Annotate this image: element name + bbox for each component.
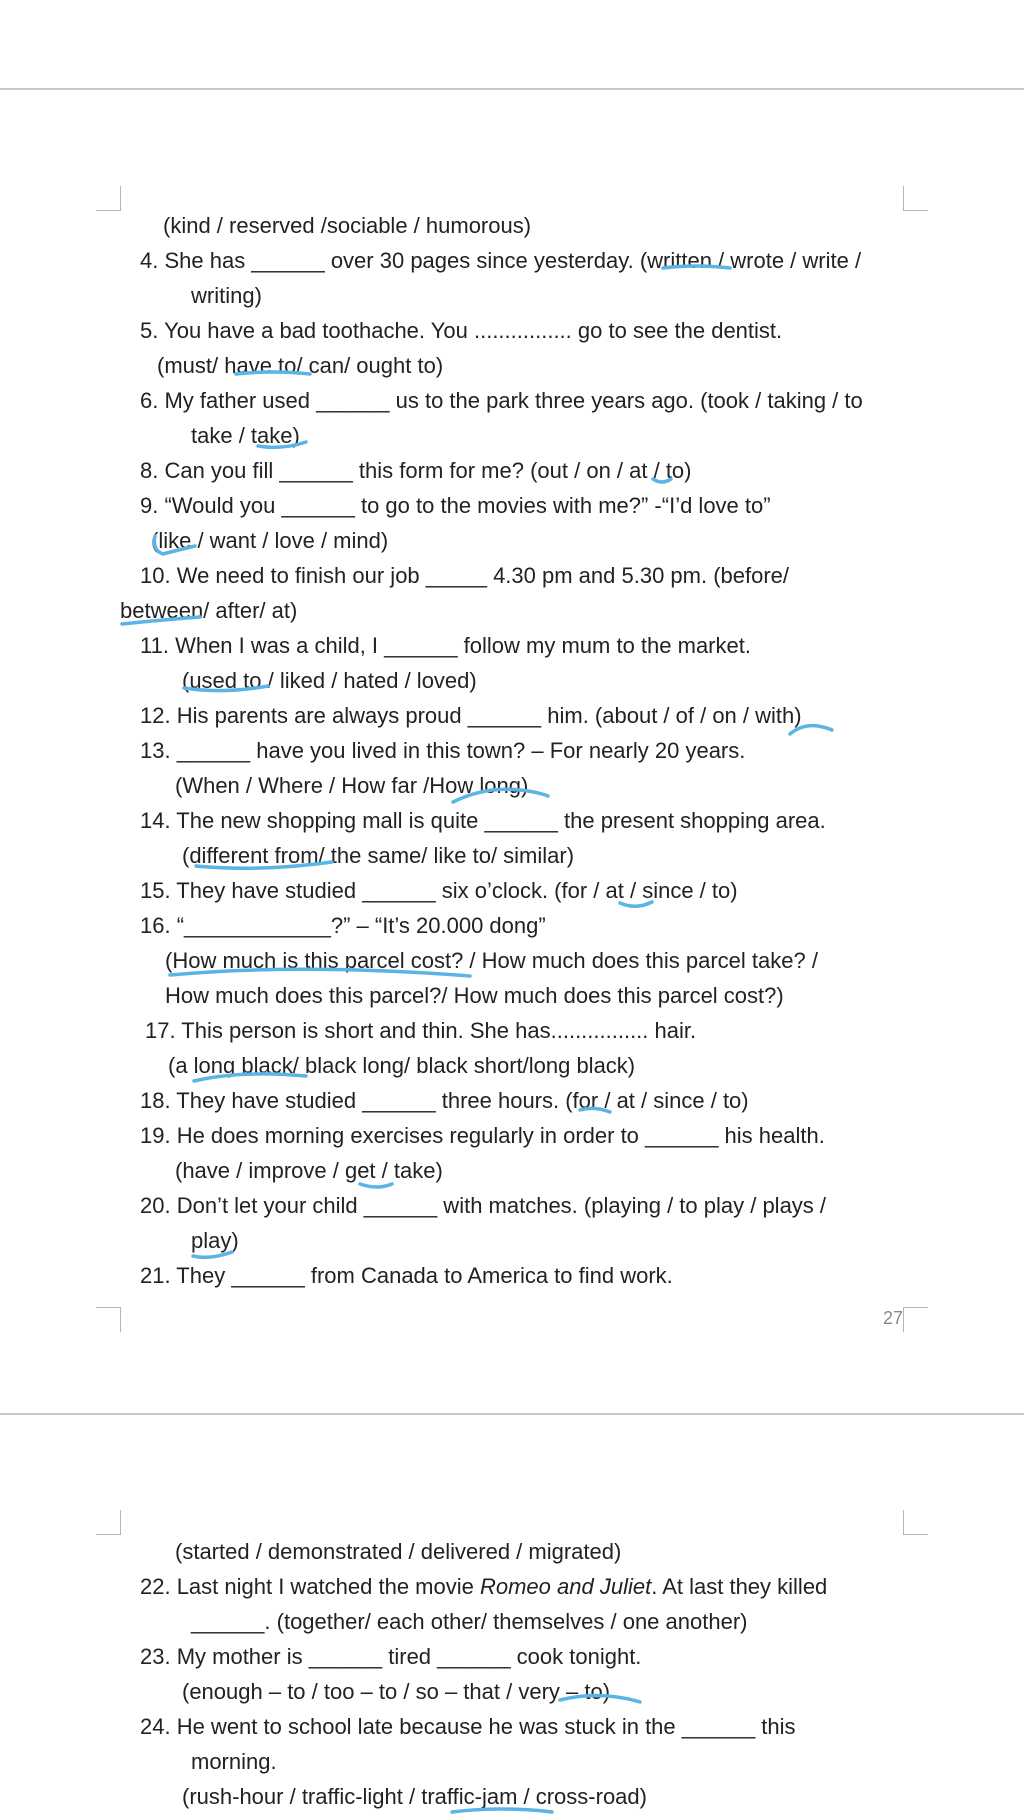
question-20: 20. Don’t let your child ______ with matches. (playing / to play / plays /	[140, 1193, 827, 1218]
text-line: (enough – to / too – to / so – that / very – to)	[182, 1679, 611, 1704]
text-line: writing)	[191, 283, 262, 308]
text-line: take / take)	[191, 423, 300, 448]
text-line: ______. (together/ each other/ themselves / one another)	[191, 1609, 748, 1634]
text-line: (used to / liked / hated / loved)	[182, 668, 477, 693]
text-line: (started / demonstrated / delivered / migrated)	[175, 1539, 622, 1564]
text-line: (like / want / love / mind)	[151, 528, 389, 553]
question-15: 15. They have studied ______ six o’clock. (for / at / since / to)	[140, 878, 738, 903]
page-corner-mark	[96, 186, 121, 211]
text-line: (When / Where / How far /How long)	[175, 773, 529, 798]
text-line: morning.	[191, 1749, 277, 1774]
question-12: 12. His parents are always proud ______ him. (about / of / on / with)	[140, 703, 802, 728]
question-10: 10. We need to finish our job _____ 4.30 pm and 5.30 pm. (before/	[140, 563, 790, 588]
text-line: (How much is this parcel cost? / How much does this parcel take? /	[165, 948, 818, 973]
page-corner-mark	[903, 186, 928, 211]
question-17: 17. This person is short and thin. She has................ hair.	[145, 1018, 697, 1043]
question-8: 8. Can you fill ______ this form for me? (out / on / at / to)	[140, 458, 692, 483]
text-line: (kind / reserved /sociable / humorous)	[163, 213, 532, 238]
text-line: (have / improve / get / take)	[175, 1158, 443, 1183]
question-18: 18. They have studied ______ three hours. (for / at / since / to)	[140, 1088, 749, 1113]
page-corner-mark	[96, 1307, 121, 1332]
question-13: 13. ______ have you lived in this town? – For nearly 20 years.	[140, 738, 746, 763]
question-23: 23. My mother is ______ tired ______ cook tonight.	[140, 1644, 642, 1669]
question-11: 11. When I was a child, I ______ follow my mum to the market.	[140, 633, 751, 658]
text-line: between/ after/ at)	[120, 598, 298, 623]
text-line: (a long black/ black long/ black short/long black)	[168, 1053, 636, 1078]
question-19: 19. He does morning exercises regularly in order to ______ his health.	[140, 1123, 825, 1148]
text-span: 22. Last night I watched the movie	[140, 1574, 480, 1599]
text-span: . At last they killed	[651, 1574, 828, 1599]
page-corner-mark	[96, 1510, 121, 1535]
question-4: 4. She has ______ over 30 pages since yesterday. (written / wrote / write /	[140, 248, 862, 273]
question-22	[140, 1572, 827, 1602]
text-line: (different from/ the same/ like to/ similar)	[182, 843, 575, 868]
text-line: (must/ have to/ can/ ought to)	[157, 353, 444, 378]
question-16: 16. “____________?” – “It’s 20.000 dong”	[140, 913, 546, 938]
page-number: 27	[883, 1308, 904, 1328]
question-9: 9. “Would you ______ to go to the movies with me?” -“I’d love to”	[140, 493, 771, 518]
text-line: (rush-hour / traffic-light / traffic-jam / cross-road)	[182, 1784, 647, 1809]
question-24: 24. He went to school late because he was stuck in the ______ this	[140, 1714, 796, 1739]
question-5: 5. You have a bad toothache. You ................ go to see the dentist.	[140, 318, 783, 343]
question-6: 6. My father used ______ us to the park three years ago. (took / taking / to	[140, 388, 863, 413]
text-line: How much does this parcel?/ How much does this parcel cost?)	[165, 983, 784, 1008]
movie-title: Romeo and Juliet	[479, 1574, 652, 1599]
page-corner-mark	[903, 1307, 928, 1332]
question-14: 14. The new shopping mall is quite ______ the present shopping area.	[140, 808, 826, 833]
page-corner-mark	[903, 1510, 928, 1535]
page-break-top	[0, 88, 1024, 90]
text-line: play)	[191, 1228, 239, 1253]
page-break	[0, 1413, 1024, 1415]
question-21: 21. They ______ from Canada to America to find work.	[140, 1263, 673, 1288]
